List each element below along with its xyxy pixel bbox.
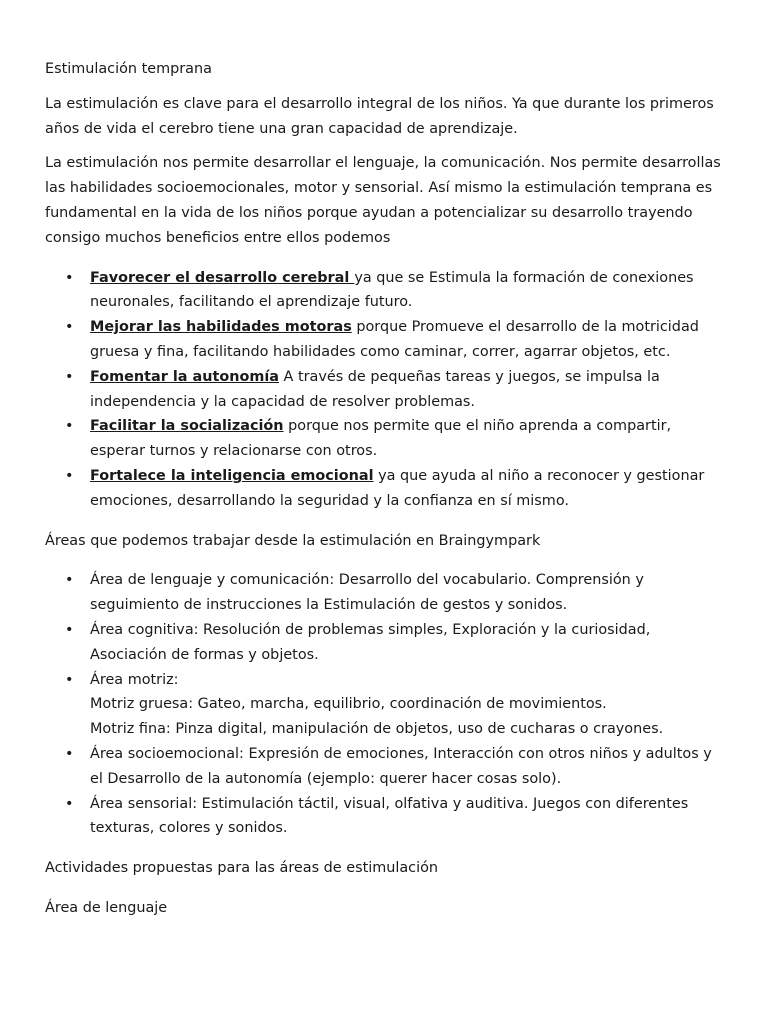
list-item bbox=[45, 568, 725, 618]
list-item bbox=[45, 742, 725, 792]
benefit-text: ya que se Estimula la formación de conexiones neuronales, facilitando el aprendizaje futuro. bbox=[90, 269, 694, 311]
document-title: Estimulación temprana bbox=[45, 61, 212, 77]
list-item bbox=[45, 365, 725, 415]
bullet-icon: • bbox=[65, 795, 74, 812]
area-subline: Motriz gruesa: Gateo, marcha, equilibrio, coordinación de movimientos. bbox=[90, 696, 607, 713]
list-item bbox=[45, 618, 725, 668]
list-item bbox=[45, 668, 725, 742]
area-subline: Motriz fina: Pinza digital, manipulación de objetos, uso de cucharas o crayones. bbox=[90, 721, 664, 738]
area-text: Área socioemocional: Expresión de emociones, Interacción con otros niños y adultos y el Desarrollo de la autonomía (ejemplo: querer hacer cosas solo). bbox=[90, 745, 712, 787]
benefit-text: porque nos permite que el niño aprenda a compartir, esperar turnos y relacionarse con otros. bbox=[90, 418, 672, 460]
area-text: Área cognitiva: Resolución de problemas simples, Exploración y la curiosidad, Asociación de formas y objetos. bbox=[90, 621, 651, 663]
intro-paragraph-1: La estimulación es clave para el desarrollo integral de los niños. Ya que durante los primeros años de vida el cerebro tiene una gran capacidad de aprendizaje. bbox=[45, 95, 714, 137]
benefit-text: ya que ayuda al niño a reconocer y gestionar emociones, desarrollando la seguridad y la confianza en sí mismo. bbox=[90, 467, 705, 509]
intro-paragraph-2: La estimulación nos permite desarrollar el lenguaje, la comunicación. Nos permite desarrollas las habilidades socioemocionales, motor y sensorial. Así mismo la estimulación temprana es fundamental en la vida de los niños porque ayudan a potencializar su desarrollo trayendo consigo muchos beneficios entre ellos podemos bbox=[45, 155, 721, 246]
benefit-term: Mejorar las habilidades motoras bbox=[90, 319, 352, 336]
bullet-icon: • bbox=[65, 745, 74, 762]
area-text: Área motriz: bbox=[90, 671, 179, 688]
bullet-icon: • bbox=[65, 671, 74, 688]
document-page bbox=[45, 57, 725, 936]
area-text: Área sensorial: Estimulación táctil, visual, olfativa y auditiva. Juegos con diferentes texturas, colores y sonidos. bbox=[90, 795, 689, 837]
activities-heading: Actividades propuestas para las áreas de estimulación bbox=[45, 860, 439, 877]
list-item bbox=[45, 266, 725, 316]
benefit-term: Favorecer el desarrollo cerebral bbox=[90, 269, 355, 286]
areas-list bbox=[45, 568, 725, 841]
benefit-term: Fortalece la inteligencia emocional bbox=[90, 467, 374, 484]
list-item bbox=[45, 464, 725, 514]
list-item bbox=[45, 414, 725, 464]
benefit-term: Facilitar la socialización bbox=[90, 418, 284, 435]
language-area-heading: Área de lenguaje bbox=[45, 899, 168, 916]
areas-heading: Áreas que podemos trabajar desde la estimulación en Braingympark bbox=[45, 532, 541, 549]
bullet-icon: • bbox=[65, 572, 74, 589]
bullet-icon: • bbox=[65, 467, 74, 484]
bullet-icon: • bbox=[65, 418, 74, 435]
bullet-icon: • bbox=[65, 621, 74, 638]
benefit-term: Fomentar la autonomía bbox=[90, 368, 279, 385]
benefit-text: porque Promueve el desarrollo de la motricidad gruesa y fina, facilitando habilidades como caminar, correr, agarrar objetos, etc. bbox=[90, 319, 699, 360]
list-item bbox=[45, 792, 725, 842]
list-item bbox=[45, 315, 725, 365]
benefit-text: A través de pequeñas tareas y juegos, se impulsa la independencia y la capacidad de resolver problemas. bbox=[90, 368, 660, 410]
area-text: Área de lenguaje y comunicación: Desarrollo del vocabulario. Comprensión y seguimiento de instrucciones la Estimulación de gestos y sonidos. bbox=[90, 572, 644, 614]
bullet-icon: • bbox=[65, 269, 74, 286]
bullet-icon: • bbox=[65, 319, 74, 336]
bullet-icon: • bbox=[65, 368, 74, 385]
benefits-list bbox=[45, 266, 725, 514]
